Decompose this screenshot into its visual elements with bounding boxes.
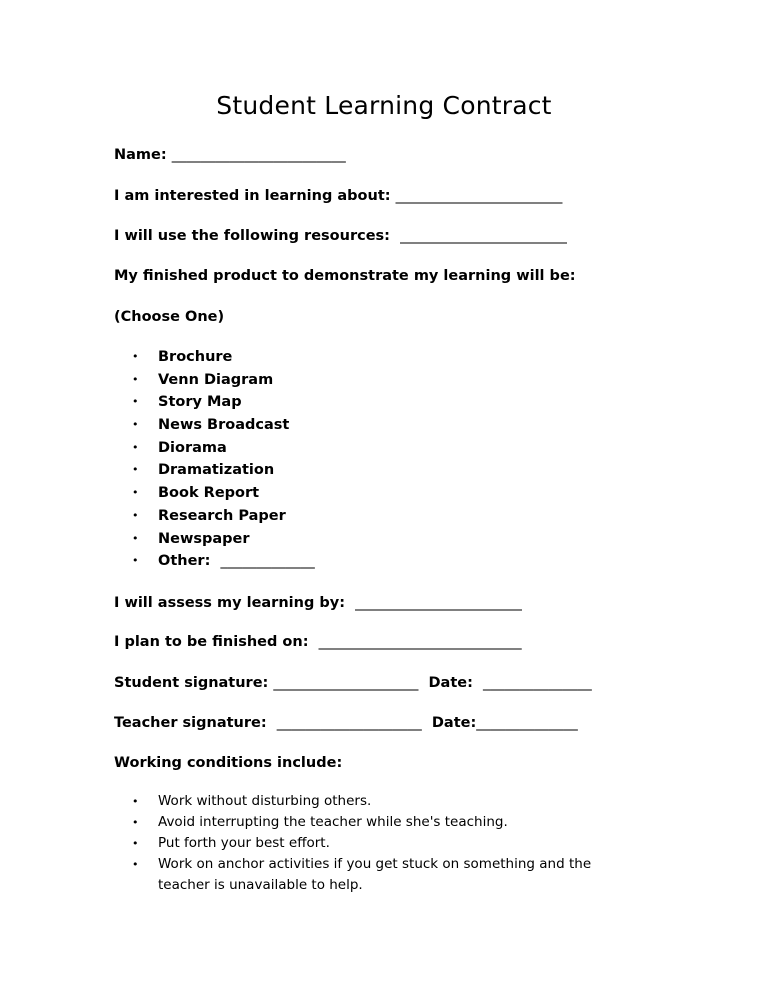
option-label: Book Report: [158, 485, 260, 502]
conditions-list: [114, 791, 634, 896]
product-row: [114, 266, 576, 286]
student-date-field[interactable]: _______________: [483, 675, 592, 691]
teacher-date-field[interactable]: ______________: [476, 715, 578, 731]
option-diorama[interactable]: [114, 437, 315, 460]
bullet-icon: •: [132, 554, 139, 568]
name-row: [114, 145, 346, 165]
bullet-icon: •: [132, 486, 139, 500]
teacher-date-label: Date:: [431, 715, 477, 731]
bullet-icon: •: [132, 531, 139, 545]
option-label: Research Paper: [158, 507, 286, 524]
finish-row: [114, 632, 522, 652]
option-label: News Broadcast: [158, 417, 290, 434]
option-story-map[interactable]: [114, 391, 315, 414]
bullet-icon: •: [132, 816, 139, 829]
option-label: Story Map: [158, 394, 242, 411]
bullet-icon: •: [132, 372, 139, 386]
resources-field[interactable]: _______________________: [400, 228, 567, 244]
interested-row: [114, 186, 562, 206]
finish-field[interactable]: ____________________________: [318, 634, 522, 650]
other-field[interactable]: _____________: [220, 553, 315, 570]
bullet-icon: •: [132, 440, 139, 454]
conditions-label: Working conditions include:: [114, 755, 343, 771]
bullet-icon: •: [132, 463, 139, 477]
option-dramatization[interactable]: [114, 459, 315, 482]
option-newspaper[interactable]: [114, 528, 315, 551]
condition-item: [114, 833, 634, 854]
product-label: My finished product to demonstrate my learning will be:: [114, 268, 576, 284]
student-signature-row: [114, 673, 592, 693]
bullet-icon: •: [132, 858, 139, 871]
finish-label: I plan to be finished on:: [114, 634, 309, 650]
name-label: Name:: [114, 147, 167, 163]
option-label: Other:: [158, 553, 211, 570]
teacher-signature-row: [114, 713, 578, 733]
bullet-icon: •: [132, 395, 139, 409]
student-date-label: Date:: [428, 675, 473, 691]
choose-row: [114, 307, 224, 327]
condition-text: Work on anchor activities if you get stuck on something and the teacher is unavailable to help.: [158, 856, 592, 893]
bullet-icon: •: [132, 795, 139, 808]
name-field[interactable]: ________________________: [171, 147, 346, 163]
student-signature-field[interactable]: ____________________: [273, 675, 419, 691]
condition-item: [114, 812, 634, 833]
option-label: Dramatization: [158, 462, 275, 479]
resources-label: I will use the following resources:: [114, 228, 390, 244]
option-label: Diorama: [158, 439, 227, 456]
teacher-signature-field[interactable]: ____________________: [276, 715, 422, 731]
page-title: Student Learning Contract: [216, 91, 552, 120]
resources-row: [114, 226, 567, 246]
conditions-row: [114, 753, 342, 773]
bullet-icon: •: [132, 418, 139, 432]
student-signature-label: Student signature:: [114, 675, 269, 691]
condition-text: Put forth your best effort.: [158, 835, 330, 851]
option-label: Brochure: [158, 349, 233, 365]
option-other[interactable]: [114, 550, 315, 573]
option-brochure[interactable]: [114, 346, 315, 369]
option-label: Newspaper: [158, 530, 250, 547]
product-options-list: [114, 346, 315, 573]
bullet-icon: •: [132, 508, 139, 522]
option-research-paper[interactable]: [114, 505, 315, 528]
bullet-icon: •: [132, 837, 139, 850]
assess-label: I will assess my learning by:: [114, 595, 346, 611]
option-news-broadcast[interactable]: [114, 414, 315, 437]
condition-item: [114, 791, 634, 812]
option-book-report[interactable]: [114, 482, 315, 505]
interested-label: I am interested in learning about:: [114, 188, 391, 204]
condition-text: Avoid interrupting the teacher while she's teaching.: [158, 814, 508, 830]
assess-field[interactable]: _______________________: [355, 595, 522, 611]
choose-label: (Choose One): [114, 309, 225, 325]
option-venn-diagram[interactable]: [114, 369, 315, 392]
option-label: Venn Diagram: [158, 371, 274, 388]
condition-item: [114, 854, 634, 896]
teacher-signature-label: Teacher signature:: [114, 715, 267, 731]
condition-text: Work without disturbing others.: [158, 793, 372, 809]
interested-field[interactable]: _______________________: [395, 188, 563, 204]
assess-row: [114, 593, 522, 613]
bullet-icon: •: [132, 350, 139, 363]
